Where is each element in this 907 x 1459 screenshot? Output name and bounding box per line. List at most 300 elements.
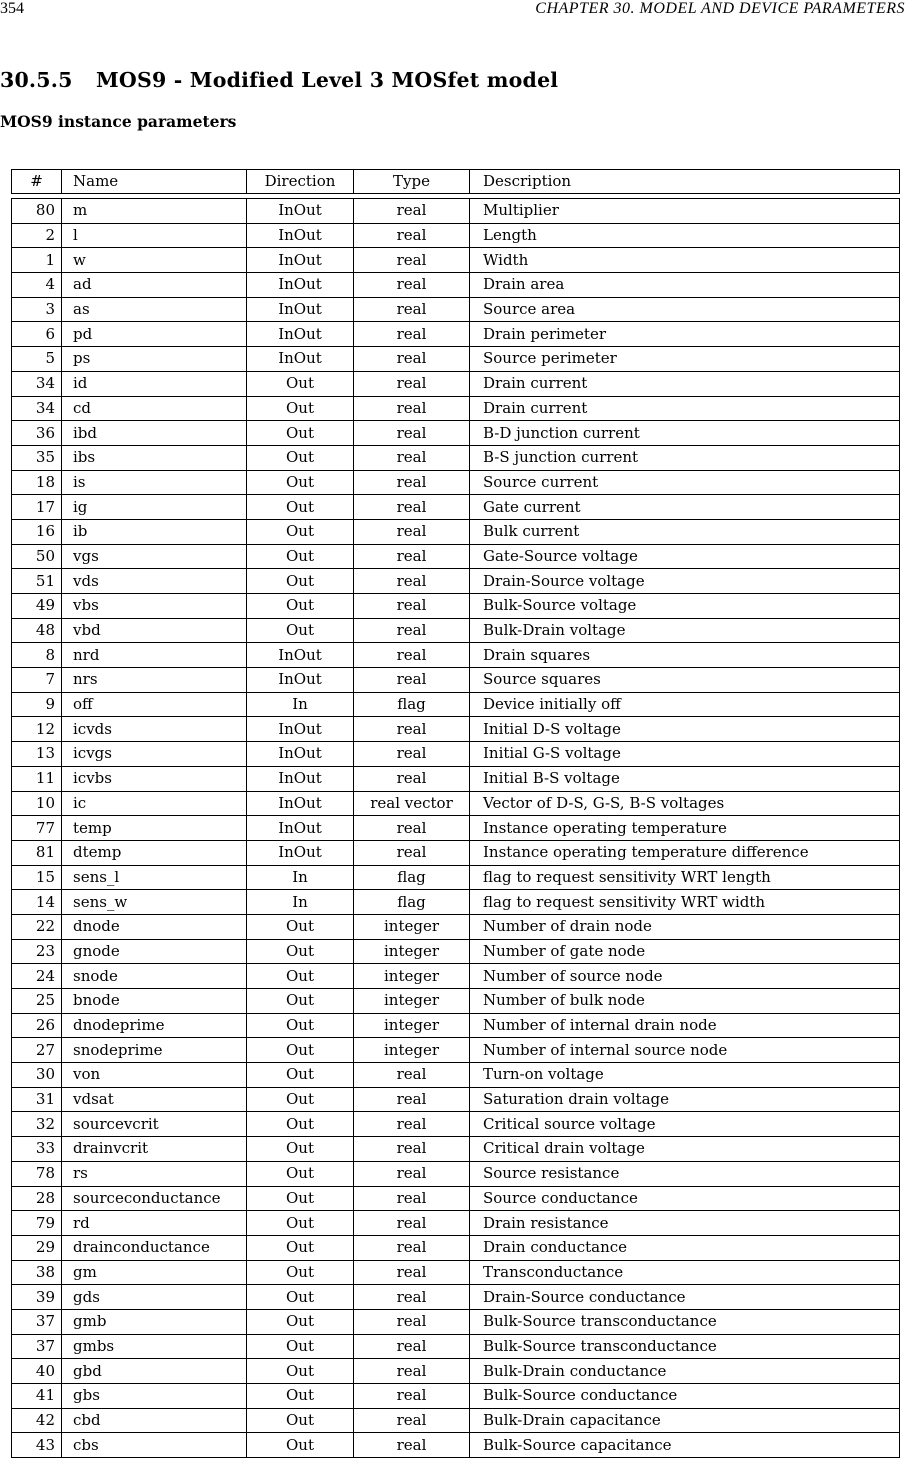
cell-name: as: [62, 297, 247, 322]
cell-number: 42: [12, 1408, 62, 1433]
cell-type: real: [354, 1309, 470, 1334]
cell-description: Bulk-Drain capacitance: [470, 1408, 900, 1433]
cell-direction: Out: [247, 939, 354, 964]
table-row: [12, 396, 900, 421]
cell-type: real: [354, 1112, 470, 1137]
cell-number: 17: [12, 495, 62, 520]
cell-type: integer: [354, 939, 470, 964]
cell-number: 78: [12, 1161, 62, 1186]
cell-number: 26: [12, 1013, 62, 1038]
cell-direction: Out: [247, 989, 354, 1014]
cell-type: real: [354, 1137, 470, 1162]
cell-description: Drain area: [470, 273, 900, 298]
cell-number: 2: [12, 223, 62, 248]
cell-number: 25: [12, 989, 62, 1014]
table-row: [12, 199, 900, 224]
cell-name: ibd: [62, 421, 247, 446]
cell-direction: Out: [247, 1063, 354, 1088]
cell-type: real: [354, 322, 470, 347]
cell-number: 9: [12, 692, 62, 717]
cell-number: 36: [12, 421, 62, 446]
cell-name: id: [62, 371, 247, 396]
cell-number: 12: [12, 717, 62, 742]
cell-number: 50: [12, 544, 62, 569]
table-row: [12, 421, 900, 446]
cell-direction: Out: [247, 1334, 354, 1359]
cell-description: Gate current: [470, 495, 900, 520]
cell-type: real: [354, 371, 470, 396]
table-row: [12, 618, 900, 643]
table-row: [12, 692, 900, 717]
cell-type: integer: [354, 1013, 470, 1038]
cell-number: 22: [12, 914, 62, 939]
cell-name: sourceconductance: [62, 1186, 247, 1211]
cell-number: 14: [12, 890, 62, 915]
section-title: [0, 68, 558, 92]
cell-type: integer: [354, 964, 470, 989]
table-row: [12, 1186, 900, 1211]
cell-name: ps: [62, 347, 247, 372]
cell-type: real: [354, 668, 470, 693]
cell-direction: Out: [247, 1260, 354, 1285]
cell-name: w: [62, 248, 247, 273]
cell-number: 6: [12, 322, 62, 347]
cell-name: ibs: [62, 445, 247, 470]
cell-type: real: [354, 199, 470, 224]
cell-name: ic: [62, 791, 247, 816]
cell-direction: Out: [247, 396, 354, 421]
cell-description: Drain perimeter: [470, 322, 900, 347]
table-row: [12, 840, 900, 865]
column-header-direction: Direction: [247, 170, 354, 194]
cell-number: 3: [12, 297, 62, 322]
cell-name: rs: [62, 1161, 247, 1186]
cell-number: 34: [12, 371, 62, 396]
cell-number: 13: [12, 742, 62, 767]
cell-type: real: [354, 1260, 470, 1285]
cell-description: Gate-Source voltage: [470, 544, 900, 569]
cell-direction: Out: [247, 470, 354, 495]
cell-description: Number of source node: [470, 964, 900, 989]
cell-name: snodeprime: [62, 1038, 247, 1063]
cell-number: 8: [12, 643, 62, 668]
cell-direction: InOut: [247, 742, 354, 767]
cell-number: 16: [12, 519, 62, 544]
table-row: [12, 1063, 900, 1088]
table-row: [12, 248, 900, 273]
table-row: [12, 470, 900, 495]
cell-description: flag to request sensitivity WRT length: [470, 865, 900, 890]
cell-number: 31: [12, 1087, 62, 1112]
cell-description: B-S junction current: [470, 445, 900, 470]
table-row: [12, 989, 900, 1014]
cell-name: snode: [62, 964, 247, 989]
cell-name: ig: [62, 495, 247, 520]
cell-type: real: [354, 594, 470, 619]
table-row: [12, 495, 900, 520]
cell-description: Device initially off: [470, 692, 900, 717]
cell-direction: InOut: [247, 347, 354, 372]
table-header-row: [12, 170, 900, 194]
cell-name: vbs: [62, 594, 247, 619]
cell-name: m: [62, 199, 247, 224]
cell-number: 7: [12, 668, 62, 693]
cell-type: real: [354, 840, 470, 865]
cell-description: Initial D-S voltage: [470, 717, 900, 742]
table-row: [12, 717, 900, 742]
cell-direction: InOut: [247, 643, 354, 668]
cell-description: Drain-Source conductance: [470, 1285, 900, 1310]
cell-direction: Out: [247, 1309, 354, 1334]
cell-number: 1: [12, 248, 62, 273]
cell-direction: InOut: [247, 248, 354, 273]
cell-name: ib: [62, 519, 247, 544]
cell-direction: InOut: [247, 766, 354, 791]
table-row: [12, 1161, 900, 1186]
table-row: [12, 668, 900, 693]
cell-description: Bulk-Drain conductance: [470, 1359, 900, 1384]
cell-description: Drain squares: [470, 643, 900, 668]
cell-description: Bulk-Drain voltage: [470, 618, 900, 643]
table-row: [12, 766, 900, 791]
cell-direction: InOut: [247, 199, 354, 224]
cell-description: Number of gate node: [470, 939, 900, 964]
cell-description: Instance operating temperature: [470, 816, 900, 841]
cell-name: vds: [62, 569, 247, 594]
cell-name: pd: [62, 322, 247, 347]
cell-name: vgs: [62, 544, 247, 569]
cell-description: Number of internal source node: [470, 1038, 900, 1063]
cell-direction: Out: [247, 519, 354, 544]
cell-name: nrs: [62, 668, 247, 693]
cell-number: 49: [12, 594, 62, 619]
cell-number: 23: [12, 939, 62, 964]
cell-direction: InOut: [247, 223, 354, 248]
cell-type: real: [354, 1285, 470, 1310]
cell-name: ad: [62, 273, 247, 298]
table-row: [12, 1013, 900, 1038]
cell-number: 30: [12, 1063, 62, 1088]
cell-type: real: [354, 445, 470, 470]
cell-number: 77: [12, 816, 62, 841]
cell-direction: Out: [247, 1038, 354, 1063]
cell-type: real: [354, 1408, 470, 1433]
cell-description: Source area: [470, 297, 900, 322]
cell-type: real: [354, 396, 470, 421]
cell-number: 11: [12, 766, 62, 791]
cell-type: integer: [354, 1038, 470, 1063]
page-header: [0, 0, 907, 20]
cell-type: real: [354, 519, 470, 544]
cell-direction: Out: [247, 569, 354, 594]
cell-direction: InOut: [247, 322, 354, 347]
cell-description: Saturation drain voltage: [470, 1087, 900, 1112]
cell-description: Source perimeter: [470, 347, 900, 372]
cell-name: cbs: [62, 1433, 247, 1458]
cell-type: real: [354, 569, 470, 594]
cell-description: Drain current: [470, 371, 900, 396]
cell-description: Source conductance: [470, 1186, 900, 1211]
cell-direction: Out: [247, 1433, 354, 1458]
cell-description: Bulk-Source capacitance: [470, 1433, 900, 1458]
cell-direction: Out: [247, 1112, 354, 1137]
running-title: CHAPTER 30. MODEL AND DEVICE PARAMETERS: [535, 0, 905, 17]
cell-description: Bulk-Source voltage: [470, 594, 900, 619]
cell-number: 48: [12, 618, 62, 643]
cell-description: Initial B-S voltage: [470, 766, 900, 791]
cell-name: cbd: [62, 1408, 247, 1433]
cell-direction: Out: [247, 1186, 354, 1211]
column-header-description: Description: [470, 170, 900, 194]
table-row: [12, 1359, 900, 1384]
cell-direction: Out: [247, 1087, 354, 1112]
subsection-title: MOS9 instance parameters: [0, 112, 237, 131]
cell-number: 4: [12, 273, 62, 298]
cell-direction: Out: [247, 1211, 354, 1236]
cell-type: real: [354, 470, 470, 495]
cell-name: vbd: [62, 618, 247, 643]
cell-name: rd: [62, 1211, 247, 1236]
table-row: [12, 1260, 900, 1285]
table-row: [12, 371, 900, 396]
table-row: [12, 1384, 900, 1409]
table-row: [12, 890, 900, 915]
cell-type: real: [354, 1063, 470, 1088]
cell-number: 29: [12, 1235, 62, 1260]
table-row: [12, 742, 900, 767]
cell-direction: InOut: [247, 840, 354, 865]
cell-direction: Out: [247, 1285, 354, 1310]
table-row: [12, 322, 900, 347]
cell-description: Bulk current: [470, 519, 900, 544]
cell-direction: Out: [247, 1384, 354, 1409]
cell-direction: Out: [247, 371, 354, 396]
cell-direction: Out: [247, 1235, 354, 1260]
cell-name: dnodeprime: [62, 1013, 247, 1038]
cell-direction: In: [247, 692, 354, 717]
cell-number: 51: [12, 569, 62, 594]
cell-type: real: [354, 742, 470, 767]
cell-number: 37: [12, 1334, 62, 1359]
cell-name: nrd: [62, 643, 247, 668]
table-row: [12, 347, 900, 372]
cell-type: real: [354, 495, 470, 520]
table-row: [12, 939, 900, 964]
table-row: [12, 1433, 900, 1458]
column-header-type: Type: [354, 170, 470, 194]
table-row: [12, 1211, 900, 1236]
cell-type: real: [354, 816, 470, 841]
cell-name: icvds: [62, 717, 247, 742]
cell-name: gbs: [62, 1384, 247, 1409]
cell-number: 37: [12, 1309, 62, 1334]
cell-number: 10: [12, 791, 62, 816]
cell-description: Bulk-Source conductance: [470, 1384, 900, 1409]
cell-name: icvbs: [62, 766, 247, 791]
table-row: [12, 519, 900, 544]
cell-description: Drain current: [470, 396, 900, 421]
cell-direction: Out: [247, 914, 354, 939]
cell-description: Multiplier: [470, 199, 900, 224]
cell-description: Source squares: [470, 668, 900, 693]
cell-name: drainvcrit: [62, 1137, 247, 1162]
cell-type: real: [354, 347, 470, 372]
cell-number: 28: [12, 1186, 62, 1211]
cell-name: cd: [62, 396, 247, 421]
cell-name: bnode: [62, 989, 247, 1014]
column-header-name: Name: [62, 170, 247, 194]
table-row: [12, 1285, 900, 1310]
cell-number: 33: [12, 1137, 62, 1162]
table-row: [12, 297, 900, 322]
cell-type: real: [354, 1384, 470, 1409]
cell-description: Instance operating temperature difference: [470, 840, 900, 865]
table-row: [12, 1408, 900, 1433]
cell-type: real: [354, 421, 470, 446]
cell-number: 15: [12, 865, 62, 890]
table-row: [12, 865, 900, 890]
cell-number: 38: [12, 1260, 62, 1285]
cell-type: real: [354, 1334, 470, 1359]
cell-direction: In: [247, 865, 354, 890]
instance-parameters-table: [11, 169, 900, 1458]
cell-direction: Out: [247, 1161, 354, 1186]
table-row: [12, 594, 900, 619]
cell-direction: In: [247, 890, 354, 915]
cell-direction: Out: [247, 445, 354, 470]
cell-number: 80: [12, 199, 62, 224]
table-row: [12, 569, 900, 594]
cell-description: Drain resistance: [470, 1211, 900, 1236]
table-row: [12, 1309, 900, 1334]
cell-type: flag: [354, 890, 470, 915]
cell-description: Width: [470, 248, 900, 273]
cell-type: flag: [354, 865, 470, 890]
cell-number: 35: [12, 445, 62, 470]
cell-type: real: [354, 1433, 470, 1458]
cell-name: gbd: [62, 1359, 247, 1384]
cell-name: dnode: [62, 914, 247, 939]
cell-direction: Out: [247, 421, 354, 446]
cell-name: von: [62, 1063, 247, 1088]
table-row: [12, 544, 900, 569]
page-number: 354: [0, 0, 24, 17]
table-row: [12, 791, 900, 816]
cell-description: Critical drain voltage: [470, 1137, 900, 1162]
cell-direction: Out: [247, 964, 354, 989]
cell-number: 43: [12, 1433, 62, 1458]
table-row: [12, 816, 900, 841]
cell-direction: InOut: [247, 717, 354, 742]
table-row: [12, 1038, 900, 1063]
cell-description: Turn-on voltage: [470, 1063, 900, 1088]
table-row: [12, 643, 900, 668]
cell-direction: Out: [247, 1137, 354, 1162]
cell-name: sens_l: [62, 865, 247, 890]
cell-type: integer: [354, 914, 470, 939]
cell-name: gnode: [62, 939, 247, 964]
cell-description: flag to request sensitivity WRT width: [470, 890, 900, 915]
cell-type: real vector: [354, 791, 470, 816]
cell-number: 18: [12, 470, 62, 495]
cell-number: 81: [12, 840, 62, 865]
cell-direction: Out: [247, 495, 354, 520]
cell-name: vdsat: [62, 1087, 247, 1112]
table-row: [12, 1334, 900, 1359]
cell-type: flag: [354, 692, 470, 717]
cell-direction: Out: [247, 1359, 354, 1384]
cell-direction: Out: [247, 544, 354, 569]
cell-number: 34: [12, 396, 62, 421]
cell-name: gmbs: [62, 1334, 247, 1359]
cell-name: icvgs: [62, 742, 247, 767]
cell-type: real: [354, 717, 470, 742]
cell-number: 32: [12, 1112, 62, 1137]
cell-description: Transconductance: [470, 1260, 900, 1285]
cell-direction: InOut: [247, 273, 354, 298]
cell-name: drainconductance: [62, 1235, 247, 1260]
cell-direction: InOut: [247, 791, 354, 816]
cell-type: real: [354, 544, 470, 569]
cell-description: B-D junction current: [470, 421, 900, 446]
cell-description: Length: [470, 223, 900, 248]
cell-number: 40: [12, 1359, 62, 1384]
cell-type: real: [354, 1211, 470, 1236]
cell-description: Drain-Source voltage: [470, 569, 900, 594]
cell-description: Number of internal drain node: [470, 1013, 900, 1038]
cell-description: Initial G-S voltage: [470, 742, 900, 767]
cell-direction: Out: [247, 594, 354, 619]
cell-description: Source resistance: [470, 1161, 900, 1186]
cell-number: 41: [12, 1384, 62, 1409]
cell-direction: Out: [247, 1013, 354, 1038]
cell-name: sourcevcrit: [62, 1112, 247, 1137]
cell-name: gm: [62, 1260, 247, 1285]
cell-description: Vector of D-S, G-S, B-S voltages: [470, 791, 900, 816]
cell-name: dtemp: [62, 840, 247, 865]
cell-name: gds: [62, 1285, 247, 1310]
table-body: [12, 194, 900, 1458]
table-row: [12, 1137, 900, 1162]
cell-description: Bulk-Source transconductance: [470, 1309, 900, 1334]
table-row: [12, 223, 900, 248]
cell-description: Drain conductance: [470, 1235, 900, 1260]
cell-type: real: [354, 1087, 470, 1112]
cell-direction: InOut: [247, 297, 354, 322]
cell-type: real: [354, 1186, 470, 1211]
cell-number: 39: [12, 1285, 62, 1310]
cell-description: Source current: [470, 470, 900, 495]
cell-description: Bulk-Source transconductance: [470, 1334, 900, 1359]
table-row: [12, 273, 900, 298]
cell-type: real: [354, 297, 470, 322]
cell-type: real: [354, 1161, 470, 1186]
section-title-text: MOS9 - Modified Level 3 MOSfet model: [96, 68, 559, 92]
cell-type: real: [354, 1359, 470, 1384]
cell-name: off: [62, 692, 247, 717]
cell-type: real: [354, 618, 470, 643]
cell-direction: Out: [247, 618, 354, 643]
table-row: [12, 1112, 900, 1137]
cell-direction: InOut: [247, 816, 354, 841]
cell-name: sens_w: [62, 890, 247, 915]
cell-name: gmb: [62, 1309, 247, 1334]
cell-direction: InOut: [247, 668, 354, 693]
table-row: [12, 914, 900, 939]
cell-description: Critical source voltage: [470, 1112, 900, 1137]
cell-number: 79: [12, 1211, 62, 1236]
cell-name: is: [62, 470, 247, 495]
